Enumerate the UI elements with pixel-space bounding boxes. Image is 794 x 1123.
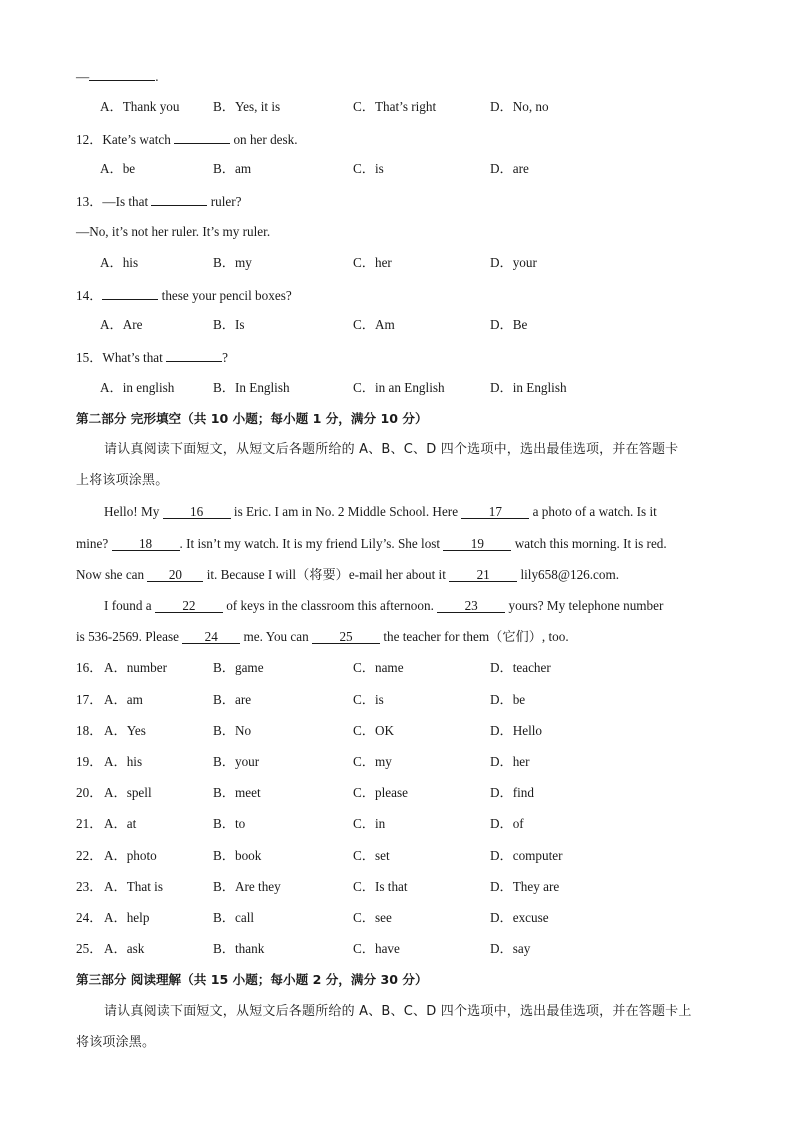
- blank-20[interactable]: 20: [147, 567, 203, 582]
- section2-instruction-line1: 请认真阅读下面短文，从短文后各题所给的 A、B、C、D 四个选项中，选出最佳选项，并在答题卡: [104, 442, 679, 457]
- cloze-options-17: [0, 691, 794, 709]
- passage-l2-c: . It isn’t my watch. It is my friend Lily’s. She lost: [179, 536, 441, 551]
- q25-option-d[interactable]: D．say: [490, 941, 531, 956]
- q11-option-d[interactable]: D．No, no: [490, 99, 549, 114]
- passage-l3-a: Now she can: [76, 567, 145, 582]
- q19-number: 19．: [76, 754, 103, 769]
- q21-option-a[interactable]: A．at: [104, 816, 137, 831]
- q15-stem: [76, 347, 228, 367]
- q15-number: 15．: [76, 350, 103, 365]
- cloze-options-16: [0, 659, 794, 677]
- q21-option-c[interactable]: C．in: [353, 816, 386, 831]
- q25-option-c[interactable]: C．have: [353, 941, 400, 956]
- q20-option-b[interactable]: B．meet: [213, 785, 261, 800]
- q13-options: [0, 254, 794, 272]
- q13-option-a[interactable]: A．his: [100, 255, 139, 270]
- passage-line-5: [76, 628, 569, 646]
- q24-option-d[interactable]: D．excuse: [490, 910, 549, 925]
- q23-option-a[interactable]: A．That is: [104, 879, 163, 894]
- q14-option-b[interactable]: B．Is: [213, 317, 245, 332]
- q12-option-c[interactable]: C．is: [353, 161, 384, 176]
- passage-l2-d: watch this morning. It is red.: [514, 536, 667, 551]
- q15-option-a[interactable]: A．in english: [100, 380, 175, 395]
- q24-option-b[interactable]: B．call: [213, 910, 255, 925]
- q13-stem-end: ruler?: [210, 194, 242, 209]
- cloze-options-21: [0, 815, 794, 833]
- q15-stem-start: What’s that: [102, 350, 163, 365]
- q20-option-d[interactable]: D．find: [490, 785, 534, 800]
- q19-option-a[interactable]: A．his: [104, 754, 143, 769]
- q21-option-b[interactable]: B．to: [213, 816, 246, 831]
- q13-option-d[interactable]: D．your: [490, 255, 537, 270]
- q11-dialog-line: [76, 66, 158, 86]
- passage-l2-a: mine?: [76, 536, 109, 551]
- blank-24[interactable]: 24: [182, 629, 240, 644]
- cloze-options-25: [0, 940, 794, 958]
- q12-option-b[interactable]: B．am: [213, 161, 252, 176]
- q19-option-b[interactable]: B．your: [213, 754, 260, 769]
- q21-number: 21．: [76, 816, 103, 831]
- q25-option-b[interactable]: B．thank: [213, 941, 265, 956]
- q25-option-a[interactable]: A．ask: [104, 941, 145, 956]
- q18-option-d[interactable]: D．Hello: [490, 723, 543, 738]
- q23-number: 23．: [76, 879, 103, 894]
- q14-number: 14．: [76, 288, 103, 303]
- q12-stem-start: Kate’s watch: [102, 132, 171, 147]
- q16-option-d[interactable]: D．teacher: [490, 660, 551, 675]
- q18-option-c[interactable]: C．OK: [353, 723, 395, 738]
- q12-option-a[interactable]: A．be: [100, 161, 136, 176]
- q22-option-a[interactable]: A．photo: [104, 848, 157, 863]
- q22-option-c[interactable]: C．set: [353, 848, 390, 863]
- q15-option-d[interactable]: D．in English: [490, 380, 567, 395]
- blank-25[interactable]: 25: [312, 629, 380, 644]
- q23-option-c[interactable]: C．Is that: [353, 879, 408, 894]
- passage-line-1: [104, 503, 657, 521]
- q12-stem-end: on her desk.: [233, 132, 298, 147]
- q23-option-d[interactable]: D．They are: [490, 879, 560, 894]
- q22-number: 22．: [76, 848, 103, 863]
- q13-number: 13．: [76, 194, 103, 209]
- q12-option-d[interactable]: D．are: [490, 161, 529, 176]
- q15-options: [0, 379, 794, 397]
- passage-line-4: [104, 597, 663, 615]
- passage-l5-d: the teacher for them（它们）, too.: [383, 629, 569, 644]
- passage-l1-a: Hello! My: [104, 504, 160, 519]
- blank-22[interactable]: 22: [155, 598, 223, 613]
- q22-option-b[interactable]: B．book: [213, 848, 262, 863]
- section2-instruction-line2: 上将该项涂黑。: [76, 473, 169, 488]
- passage-line-2: [76, 535, 667, 553]
- q14-option-c[interactable]: C．Am: [353, 317, 395, 332]
- section3-instruction-line1: 请认真阅读下面短文，从短文后各题所给的 A、B、C、D 四个选项中，选出最佳选项，并在答题卡上: [104, 1004, 692, 1019]
- cloze-options-22: [0, 847, 794, 865]
- q11-option-b[interactable]: B．Yes, it is: [213, 99, 281, 114]
- q19-option-c[interactable]: C．my: [353, 754, 392, 769]
- q11-dash: —: [76, 69, 90, 84]
- q25-number: 25．: [76, 941, 103, 956]
- blank-18[interactable]: 18: [112, 536, 180, 551]
- passage-l4-a: I found a: [104, 598, 152, 613]
- q16-option-b[interactable]: B．game: [213, 660, 264, 675]
- passage-l1-d: a photo of a watch. Is it: [532, 504, 657, 519]
- q24-option-a[interactable]: A．help: [104, 910, 150, 925]
- q15-stem-end: ?: [222, 350, 228, 365]
- q20-option-c[interactable]: C．please: [353, 785, 408, 800]
- q16-number: 16．: [76, 660, 103, 675]
- section3-instruction-line2: 将该项涂黑。: [76, 1035, 156, 1050]
- q16-option-a[interactable]: A．number: [104, 660, 167, 675]
- q24-option-c[interactable]: C．see: [353, 910, 392, 925]
- q16-option-c[interactable]: C．name: [353, 660, 404, 675]
- q12-options: [0, 160, 794, 178]
- q14-option-d[interactable]: D．Be: [490, 317, 528, 332]
- q14-option-a[interactable]: A．Are: [100, 317, 143, 332]
- passage-l3-d: lily658@126.com.: [520, 567, 620, 582]
- q11-option-a[interactable]: A．Thank you: [100, 99, 180, 114]
- q13-option-b[interactable]: B．my: [213, 255, 252, 270]
- q15-option-c[interactable]: C．in an English: [353, 380, 445, 395]
- passage-l4-c: of keys in the classroom this afternoon.: [226, 598, 434, 613]
- q13-option-c[interactable]: C．her: [353, 255, 392, 270]
- q11-answer-blank[interactable]: [89, 66, 155, 81]
- q13-stem: [76, 191, 242, 211]
- q17-number: 17．: [76, 692, 103, 707]
- cloze-options-23: [0, 878, 794, 896]
- q20-option-a[interactable]: A．spell: [104, 785, 152, 800]
- passage-l4-d: yours? My telephone number: [508, 598, 664, 613]
- q22-option-d[interactable]: D．computer: [490, 848, 563, 863]
- cloze-options-20: [0, 784, 794, 802]
- blank-17[interactable]: 17: [461, 504, 529, 519]
- q11-period: .: [155, 69, 159, 84]
- q17-option-a[interactable]: A．am: [104, 692, 143, 707]
- q12-stem: [76, 129, 298, 149]
- q18-option-b[interactable]: B．No: [213, 723, 252, 738]
- q12-number: 12．: [76, 132, 103, 147]
- q14-stem-end: these your pencil boxes?: [161, 288, 292, 303]
- cloze-options-18: [0, 722, 794, 740]
- q19-option-d[interactable]: D．her: [490, 754, 530, 769]
- passage-l5-c: me. You can: [243, 629, 309, 644]
- q17-option-b[interactable]: B．are: [213, 692, 252, 707]
- q14-options: [0, 316, 794, 334]
- passage-line-3: [76, 566, 619, 584]
- q15-answer-blank[interactable]: [166, 347, 222, 362]
- q14-answer-blank[interactable]: [102, 285, 158, 300]
- blank-21[interactable]: 21: [449, 567, 517, 582]
- q15-option-b[interactable]: B．In English: [213, 380, 290, 395]
- blank-16[interactable]: 16: [163, 504, 231, 519]
- passage-l1-c: is Eric. I am in No. 2 Middle School. Here: [233, 504, 459, 519]
- q21-option-d[interactable]: D．of: [490, 816, 524, 831]
- q13-answer-blank[interactable]: [151, 191, 207, 206]
- section3-title: 第三部分 阅读理解（共 15 小题；每小题 2 分，满分 30 分）: [76, 972, 428, 987]
- q17-option-c[interactable]: C．is: [353, 692, 384, 707]
- q23-option-b[interactable]: B．Are they: [213, 879, 281, 894]
- q18-number: 18．: [76, 723, 103, 738]
- q14-stem: [76, 285, 292, 305]
- q12-answer-blank[interactable]: [174, 129, 230, 144]
- blank-23[interactable]: 23: [437, 598, 505, 613]
- q17-option-d[interactable]: D．be: [490, 692, 526, 707]
- q13-stem-start: —Is that: [102, 194, 149, 209]
- q18-option-a[interactable]: A．Yes: [104, 723, 146, 738]
- q20-number: 20．: [76, 785, 103, 800]
- section2-title: 第二部分 完形填空（共 10 小题；每小题 1 分，满分 10 分）: [76, 411, 428, 426]
- blank-19[interactable]: 19: [443, 536, 511, 551]
- q11-option-c[interactable]: C．That’s right: [353, 99, 437, 114]
- passage-l5-a: is 536-2569. Please: [76, 629, 179, 644]
- q24-number: 24．: [76, 910, 103, 925]
- cloze-options-19: [0, 753, 794, 771]
- q13-reply: —No, it’s not her ruler. It’s my ruler.: [76, 224, 271, 239]
- q11-options: [0, 98, 794, 116]
- passage-l3-c: it. Because I will（将要）e-mail her about it: [206, 567, 446, 582]
- cloze-options-24: [0, 909, 794, 927]
